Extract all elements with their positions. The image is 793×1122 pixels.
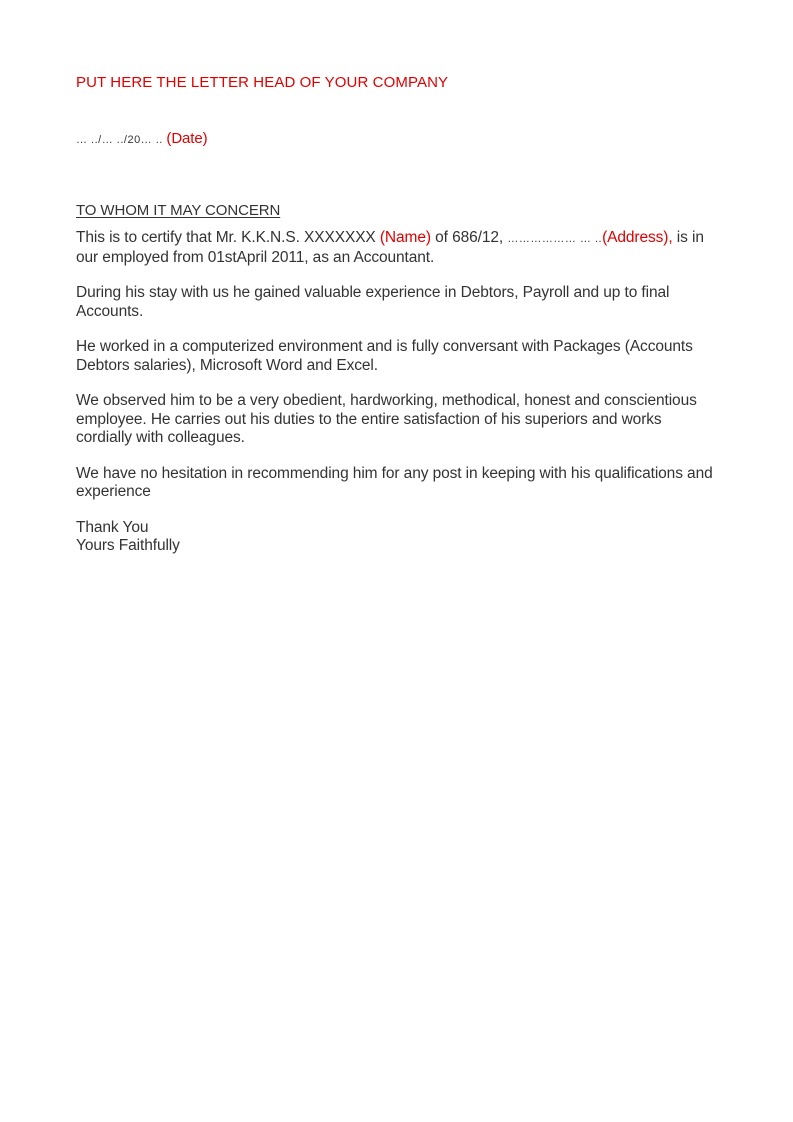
- certification-text: This is to certify that Mr. K.K.N.S. XXXXXXX: [76, 229, 380, 246]
- date-placeholder: … ../… ../20… ..: [76, 134, 167, 146]
- paragraph-skills: He worked in a computerized environment and is fully conversant with Packages (Accounts Debtors salaries), Microsoft Word and Excel.: [76, 338, 693, 374]
- paragraph-experience: During his stay with us he gained valuable experience in Debtors, Payroll and up to final Accounts.: [76, 284, 670, 320]
- date-label: (Date): [166, 130, 208, 147]
- paragraph-character: We observed him to be a very obedient, hardworking, methodical, honest and conscientious employee. He carries out his duties to the entire satisfaction of his superiors and works cordially with colleagues.: [76, 392, 697, 446]
- closing-signoff: Yours Faithfully: [76, 537, 180, 554]
- subject-heading: TO WHOM IT MAY CONCERN: [76, 201, 281, 219]
- date-line: [76, 130, 720, 150]
- name-label: (Name): [379, 229, 431, 246]
- paragraph-recommendation: We have no hesitation in recommending him for any post in keeping with his qualifications and experience: [76, 464, 713, 500]
- closing-thanks: Thank You: [76, 518, 149, 536]
- address-placeholder: ……………… … ..: [507, 233, 603, 245]
- employment-text: is in our employed from 01stApril 2011, as an Accountant.: [76, 229, 704, 266]
- address-label: (Address),: [602, 229, 673, 246]
- closing-block: [76, 519, 720, 556]
- letter-body: [76, 74, 720, 556]
- letterhead-placeholder: PUT HERE THE LETTER HEAD OF YOUR COMPANY: [76, 74, 449, 91]
- paragraph-certification: [76, 229, 720, 267]
- address-lead-text: of 686/12,: [430, 229, 508, 246]
